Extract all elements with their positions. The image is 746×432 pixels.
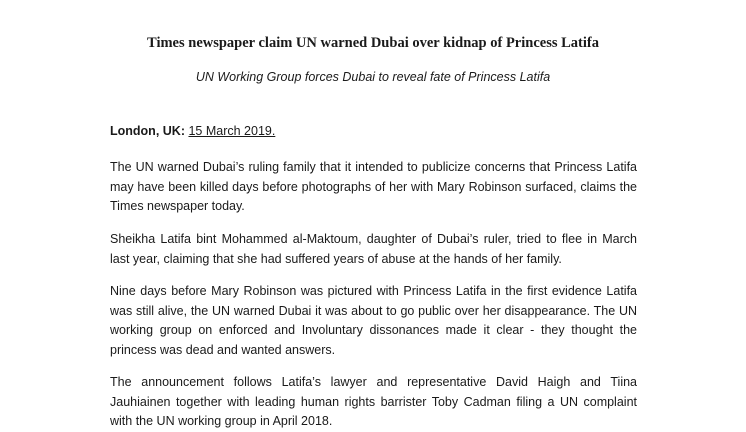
paragraph-4: The announcement follows Latifa’s lawyer and representative David Haigh and Tiina Jauhiainen together with leading human rights barrister Toby Cadman filing a UN complaint with the UN working group in April 2018.	[110, 375, 637, 428]
document-title: Times newspaper claim UN warned Dubai over kidnap of Princess Latifa	[147, 35, 599, 51]
document-subtitle: UN Working Group forces Dubai to reveal fate of Princess Latifa	[195, 70, 551, 84]
paragraph-2: Sheikha Latifa bint Mohammed al-Maktoum, daughter of Dubai’s ruler, tried to flee in March last year, claiming that she had suffered years of abuse at the hands of her family.	[110, 232, 637, 266]
paragraph-3: Nine days before Mary Robinson was pictured with Princess Latifa in the first evidence Latifa was still alive, the UN warned Dubai it was about to go public over her disappearance. The UN working group on enforced and Involuntary dissonances made it clear - they thought the princess was dead and wanted answers.	[110, 284, 637, 357]
paragraph-1: The UN warned Dubai’s ruling family that it intended to publicize concerns that Princess Latifa may have been killed days before photographs of her with Mary Robinson surfaced, claims the Times newspaper today.	[110, 160, 637, 213]
dateline-date: 15 March 2019.	[188, 124, 276, 138]
dateline-place: London, UK:	[110, 124, 185, 138]
dateline	[110, 122, 275, 142]
